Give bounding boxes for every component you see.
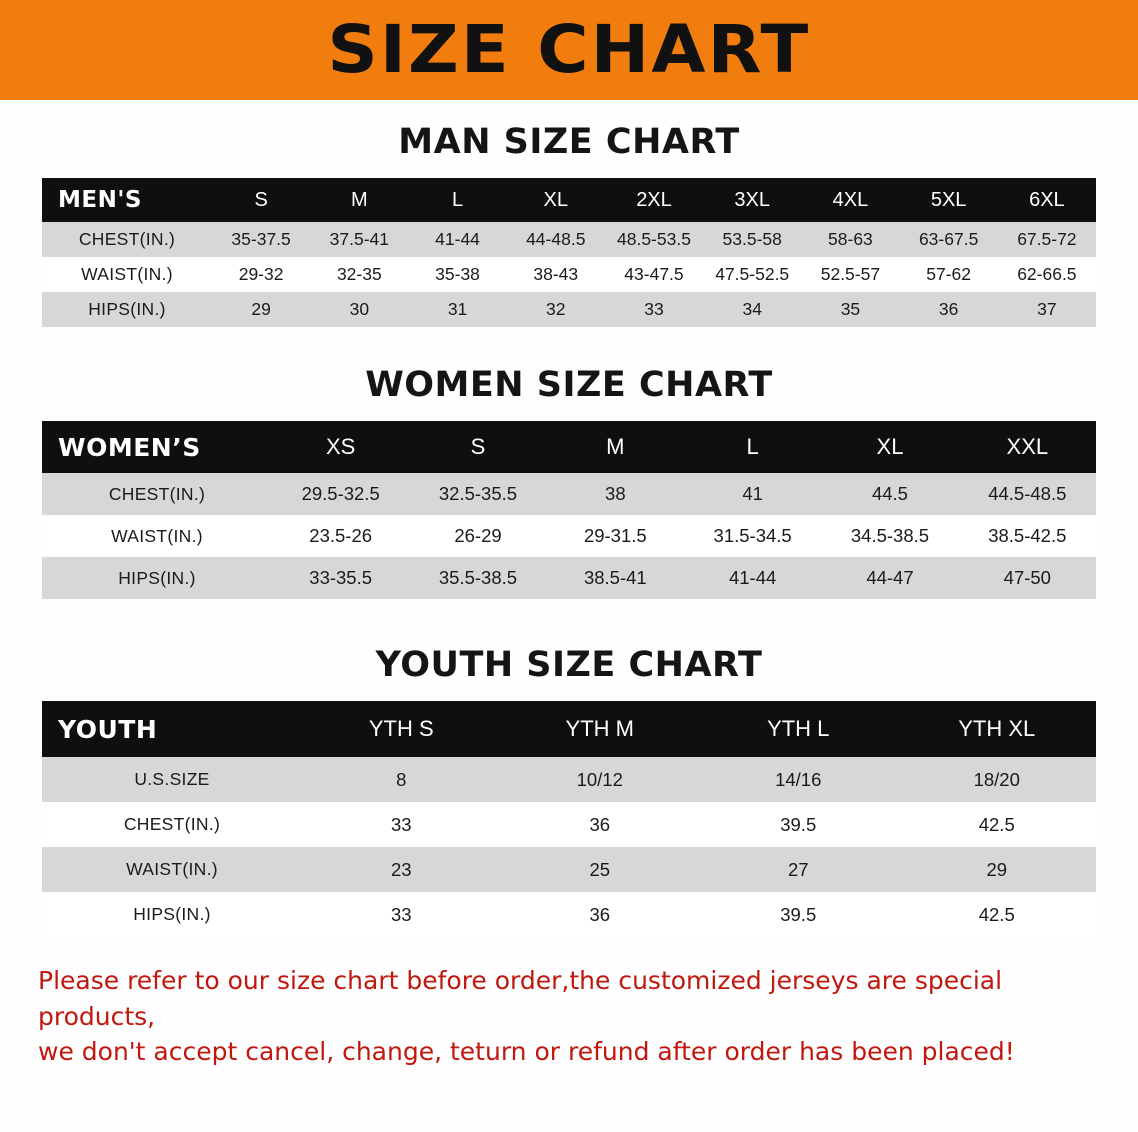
cell-1-1: 29.5-32.5: [301, 483, 380, 504]
size-header-3: YTH L: [767, 716, 830, 741]
man-corner-label: MEN'S: [58, 187, 142, 213]
cell-1-4: 44-48.5: [526, 229, 586, 249]
cell-1-2: 32.5-35.5: [438, 483, 518, 504]
cell-3-4: 41-44: [728, 567, 777, 588]
cell-2-1: 33: [390, 813, 412, 835]
man-size-table: [42, 178, 1096, 327]
cell-3-9: 37: [1037, 299, 1057, 319]
table-row: [42, 292, 1096, 327]
women-table-wrap: [42, 421, 1096, 599]
man-table-wrap: [42, 178, 1096, 327]
cell-2-4: 42.5: [978, 813, 1015, 835]
order-policy-note: [38, 963, 1100, 1070]
women-table-body: [42, 473, 1096, 599]
size-header-6: 3XL: [734, 188, 770, 211]
cell-1-8: 63-67.5: [918, 229, 979, 249]
cell-2-6: 47.5-52.5: [715, 264, 790, 284]
cell-2-7: 52.5-57: [820, 264, 881, 284]
cell-2-2: 26-29: [454, 525, 502, 546]
row-label: HIPS(IN.): [118, 567, 196, 588]
cell-3-5: 44-47: [866, 567, 914, 588]
cell-4-3: 39.5: [780, 903, 817, 925]
cell-1-6: 53.5-58: [722, 229, 782, 249]
cell-2-8: 57-62: [926, 264, 972, 284]
size-header-4: L: [746, 434, 759, 459]
youth-table-body: [42, 757, 1096, 937]
cell-2-3: 35-38: [435, 264, 480, 284]
size-header-1: YTH S: [368, 716, 434, 741]
cell-1-5: 48.5-53.5: [617, 229, 691, 249]
size-header-2: M: [350, 188, 368, 211]
cell-3-1: 29: [251, 299, 271, 319]
size-header-1: S: [254, 188, 268, 211]
size-header-5: XL: [876, 434, 904, 459]
cell-2-4: 31.5-34.5: [713, 525, 792, 546]
man-table-head: [42, 178, 1096, 222]
size-header-1: XS: [325, 434, 356, 459]
cell-2-2: 36: [589, 813, 611, 835]
note-line-2: we don't accept cancel, change, teturn or refund after order has been placed!: [38, 1037, 1015, 1066]
table-header-row: [42, 701, 1096, 757]
cell-3-5: 33: [644, 299, 664, 319]
cell-3-7: 35: [840, 299, 861, 319]
cell-4-1: 33: [390, 903, 412, 925]
cell-2-1: 29-32: [238, 264, 284, 284]
cell-3-2: 30: [349, 299, 370, 319]
cell-2-4: 38-43: [533, 264, 579, 284]
table-header-row: [42, 421, 1096, 473]
cell-1-4: 41: [742, 483, 763, 504]
cell-1-9: 67.5-72: [1017, 229, 1077, 249]
table-row: [42, 847, 1096, 892]
cell-2-9: 62-66.5: [1017, 264, 1077, 284]
cell-1-3: 14/16: [775, 768, 822, 790]
table-row: [42, 757, 1096, 802]
youth-table-wrap: [42, 701, 1096, 937]
cell-1-2: 37.5-41: [329, 229, 389, 249]
size-header-2: S: [470, 434, 486, 459]
cell-1-5: 44.5: [871, 483, 908, 504]
size-header-4: XL: [543, 188, 568, 211]
cell-1-2: 10/12: [576, 768, 623, 790]
table-header-row: [42, 178, 1096, 222]
cell-2-6: 38.5-42.5: [988, 525, 1067, 546]
cell-2-1: 23.5-26: [309, 525, 373, 546]
women-corner-label: WOMEN’S: [58, 432, 201, 462]
cell-3-2: 35.5-38.5: [438, 567, 518, 588]
size-header-9: 6XL: [1029, 188, 1065, 211]
cell-3-8: 36: [938, 299, 959, 319]
table-row: [42, 892, 1096, 937]
cell-3-3: 27: [787, 858, 809, 880]
cell-1-3: 41-44: [435, 229, 480, 249]
cell-3-4: 32: [546, 299, 566, 319]
women-table-head: [42, 421, 1096, 473]
cell-1-4: 18/20: [973, 768, 1020, 790]
cell-2-5: 43-47.5: [624, 264, 684, 284]
size-header-2: YTH M: [565, 716, 634, 741]
cell-1-1: 35-37.5: [231, 229, 291, 249]
note-line-1: Please refer to our size chart before order,the customized jerseys are special products,: [38, 966, 1003, 1031]
man-section-title: MAN SIZE CHART: [398, 122, 740, 162]
cell-3-3: 31: [447, 299, 468, 319]
banner-title: SIZE CHART: [327, 11, 811, 88]
row-label: CHEST(IN.): [123, 814, 221, 834]
cell-4-2: 36: [589, 903, 611, 925]
cell-3-6: 47-50: [1003, 567, 1051, 588]
row-label: WAIST(IN.): [111, 525, 203, 546]
women-section-title: WOMEN SIZE CHART: [365, 365, 773, 405]
row-label: WAIST(IN.): [81, 264, 173, 284]
man-table-body: [42, 222, 1096, 327]
cell-2-5: 34.5-38.5: [850, 525, 930, 546]
row-label: CHEST(IN.): [78, 229, 176, 249]
size-header-3: M: [606, 434, 625, 459]
table-row: [42, 802, 1096, 847]
cell-3-1: 23: [390, 858, 412, 880]
cell-3-1: 33-35.5: [309, 567, 373, 588]
row-label: HIPS(IN.): [88, 299, 166, 319]
row-label: HIPS(IN.): [133, 904, 211, 924]
size-header-5: 2XL: [636, 188, 672, 211]
cell-1-7: 58-63: [828, 229, 873, 249]
cell-2-3: 39.5: [780, 813, 817, 835]
women-size-table: [42, 421, 1096, 599]
cell-2-3: 29-31.5: [583, 525, 647, 546]
size-header-3: L: [451, 188, 464, 211]
row-label: WAIST(IN.): [126, 859, 218, 879]
youth-table-head: [42, 701, 1096, 757]
cell-2-2: 32-35: [336, 264, 382, 284]
cell-1-1: 8: [396, 768, 407, 790]
table-row: [42, 257, 1096, 292]
youth-corner-label: YOUTH: [58, 714, 158, 744]
row-label: CHEST(IN.): [108, 483, 206, 504]
cell-3-2: 25: [589, 858, 611, 880]
youth-section-title: YOUTH SIZE CHART: [375, 645, 763, 685]
size-header-7: 4XL: [832, 188, 869, 211]
size-header-4: YTH XL: [958, 716, 1036, 741]
size-header-8: 5XL: [930, 188, 967, 211]
row-label: U.S.SIZE: [134, 769, 210, 789]
cell-1-6: 44.5-48.5: [988, 483, 1067, 504]
banner: [0, 0, 1138, 100]
youth-size-table: [42, 701, 1096, 937]
table-row: [42, 222, 1096, 257]
cell-4-4: 42.5: [978, 903, 1015, 925]
cell-3-4: 29: [986, 858, 1008, 880]
size-header-6: XXL: [1006, 434, 1049, 459]
cell-3-3: 38.5-41: [583, 567, 647, 588]
table-row: [42, 515, 1096, 557]
cell-3-6: 34: [742, 299, 762, 319]
table-row: [42, 557, 1096, 599]
cell-1-3: 38: [605, 483, 626, 504]
table-row: [42, 473, 1096, 515]
